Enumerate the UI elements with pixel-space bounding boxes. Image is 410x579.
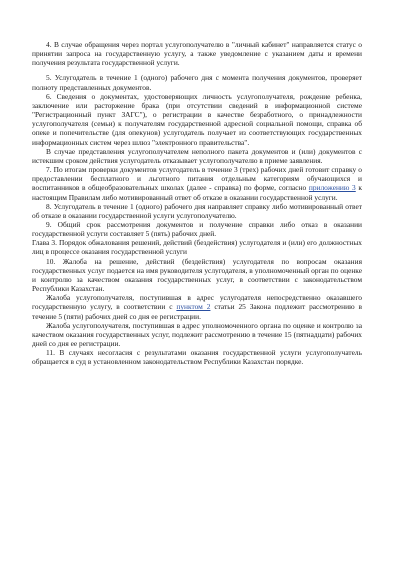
paragraph-10 [32, 257, 362, 294]
paragraph-7-text-end: к настоящим Правилам либо мотивированный ответ об отказе в оказании государственной услуги. [32, 183, 362, 202]
paragraph-10-complaint-provider [32, 293, 362, 320]
paragraph-11-text: 11. В случаях несогласия с результатами оказания государственной услуги услугополучатель обращается в суд в установленном законодательством Республики Казахстан порядке. [32, 348, 362, 367]
paragraph-10c-text: Жалоба услугополучателя, поступившая в адрес уполномоченного органа по оценке и контролю за качеством оказания государственных услуг, подлежит рассмотрению в течение 15 (пятнадцати) рабочих дней со дня ее регистрации. [32, 320, 362, 348]
paragraph-5-text: 5. Услугодатель в течение 1 (одного) рабочего дня с момента получения документов, проверяет полноту представленных документов. [32, 73, 362, 92]
paragraph-10-text: 10. Жалоба на решение, действий (бездействия) услугодателя по вопросам оказания государственных услуг подается на имя руководителя услугодателя, в уполномоченный орган по оценке и контролю за качеством оказания государственных услуг, в соответствии с законодательством Республики Казахстан. [32, 256, 362, 294]
paragraph-10-complaint-authority [32, 321, 362, 348]
paragraph-4-text: 4. В случае обращения через портал услугополучателю в "личный кабинет" направляется статус о принятии запроса на государственную услугу, а также уведомление с указанием даты и времени получения результата государственной услуги. [32, 40, 362, 68]
point-2-link[interactable]: пунктом 2 [176, 302, 211, 312]
paragraph-6 [32, 92, 362, 147]
paragraph-9 [32, 220, 362, 238]
paragraph-4 [32, 40, 362, 67]
paragraph-7 [32, 165, 362, 202]
paragraph-5 [32, 73, 362, 91]
paragraph-10b-text-end: статьи 25 Закона подлежит рассмотрению в течение 5 (пяти) рабочих дней со дня ее регистрации. [32, 302, 362, 321]
paragraph-9-text: 9. Общий срок рассмотрения документов и получение справки либо отказ в оказании государственной услуги составляет 5 (пять) рабочих дней. [32, 219, 362, 239]
chapter-3-heading-text: Глава 3. Порядок обжалования решений, действий (бездействия) услугодателя и (или) его должностных лиц в процессе оказания государственной услуги [32, 238, 362, 257]
paragraph-6-continued [32, 147, 362, 165]
paragraph-6-continued-text: В случае представления услугополучателем неполного пакета документов и (или) документов с истекшим сроком действия услугодатель отказывает услугополучателю в приеме заявления. [32, 146, 362, 165]
paragraph-10b-text-start: Жалоба услугополучателя, поступившая в адрес услугодателя непосредственно оказавшего государственную услугу, в соответствии с [32, 293, 362, 312]
paragraph-7-text-start: 7. По итогам проверки документов услугодатель в течение 3 (трех) рабочих дней готовит справку о предоставлении бесплатного и льготного питания отдельным категориям обучающихся и воспитанников в общеобразовательных школах (далее - справка) по форме, согласно [32, 165, 362, 193]
paragraph-8 [32, 202, 362, 220]
appendix-3-link[interactable]: приложению 3 [308, 183, 356, 193]
paragraph-8-text: 8. Услугодатель в течение 1 (одного) рабочего дня направляет справку либо мотивированный ответ об отказе в оказании государственной услуги услугополучателю. [32, 201, 362, 220]
paragraph-11 [32, 348, 362, 366]
chapter-3-heading [32, 238, 362, 256]
paragraph-6-text: 6. Сведения о документах, удостоверяющих личность услугополучателя, рождение ребенка, заключение или расторжение брака (при отсутствии сведений в информационной системе "Регистрационный пункт ЗАГС"), о регистрации в качестве безработного, о принадлежности услугополучателя (семьи) к получателям государственной адресной социальной помощи, справка об опеке и попечительстве (для опекунов) услугодатель получает из соответствующих государственных информационных систем через шлюз "электронного правительства". [32, 91, 362, 147]
